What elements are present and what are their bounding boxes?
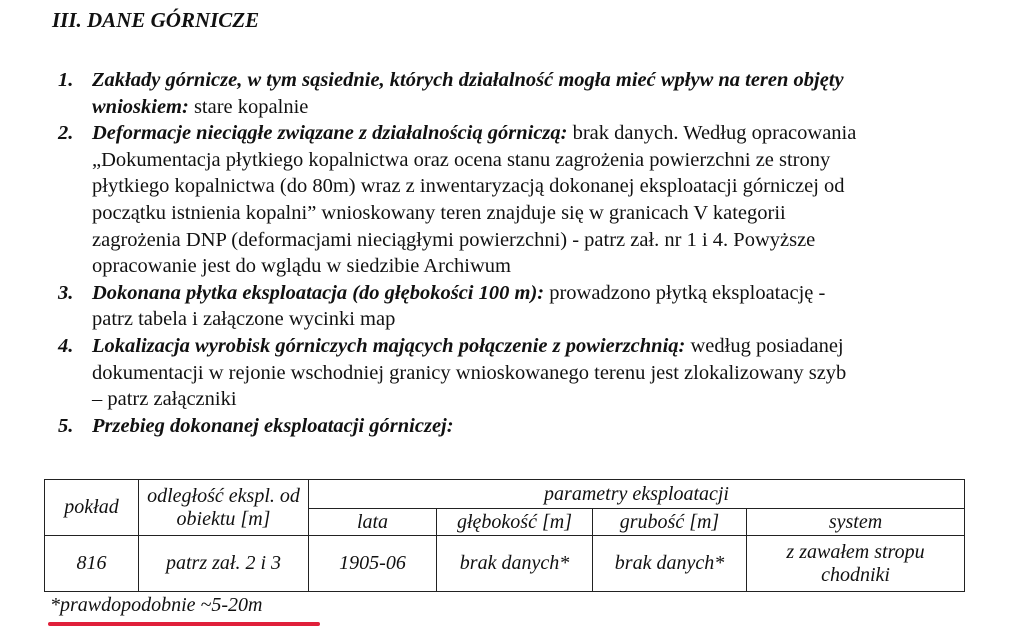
item-line: „Dokumentacja płytkiego kopalnictwa oraz ocena stanu zagrożenia powierzchni ze strony — [92, 148, 831, 171]
header-parametry: parametry eksploatacji — [309, 480, 965, 509]
red-underline-annotation — [48, 622, 320, 626]
item-label: Dokonana płytka eksploatacja (do głębokości 100 m): — [92, 281, 545, 304]
section-heading: III. DANE GÓRNICZE — [52, 8, 260, 32]
item-line: zagrożenia DNP (deformacjami nieciągłymi powierzchni) - patrz zał. nr 1 i 4. Powyższe — [92, 228, 816, 251]
item-line: płytkiego kopalnictwa (do 80m) wraz z inwentaryzacją dokonanej eksploatacji górniczej od — [92, 175, 845, 198]
mining-data-list — [58, 67, 1003, 439]
exploitation-table — [44, 479, 965, 592]
item-line: dokumentacji w rejonie wschodniej granicy wnioskowanego terenu jest zlokalizowany szyb — [92, 361, 847, 384]
cell-lata: 1905-06 — [309, 536, 437, 592]
item-label: Lokalizacja wyrobisk górniczych mających połączenie z powierzchnią: — [92, 334, 686, 357]
item-number: 3. — [58, 281, 74, 304]
item-line: – patrz załączniki — [92, 388, 237, 411]
table-header-row — [45, 480, 965, 509]
item-text: według posiadanej — [685, 334, 844, 357]
item-line — [92, 67, 1003, 94]
list-item — [58, 333, 1003, 413]
item-number: 5. — [58, 414, 74, 437]
item-line — [92, 94, 1003, 121]
header-glebokosc: głębokość [m] — [437, 509, 593, 536]
item-label: wnioskiem: — [92, 95, 189, 118]
list-item — [58, 120, 1003, 280]
item-label: Zakłady górnicze, w tym sąsiednie, których działalność mogła mieć wpływ na teren objęty — [92, 69, 844, 91]
table-row — [45, 536, 965, 592]
cell-system: z zawałem stropu chodniki — [747, 536, 965, 592]
item-number: 2. — [58, 122, 74, 145]
header-grubosc: grubość [m] — [593, 509, 747, 536]
item-text: brak danych. Według opracowania — [567, 122, 857, 145]
header-poklad: pokład — [45, 480, 139, 536]
item-label: Przebieg dokonanej eksploatacji górniczej: — [92, 414, 454, 437]
header-system: system — [747, 509, 965, 536]
header-odleglosc: odległość ekspl. od obiektu [m] — [139, 480, 309, 536]
cell-glebokosc: brak danych* — [437, 536, 593, 592]
item-line — [92, 413, 1003, 440]
item-line — [92, 120, 1003, 147]
item-text: stare kopalnie — [188, 95, 309, 118]
header-lata: lata — [309, 509, 437, 536]
item-number: 4. — [58, 334, 74, 357]
footnote: *prawdopodobnie ~5-20m — [50, 594, 263, 616]
list-item — [58, 67, 1003, 120]
item-line: patrz tabela i załączone wycinki map — [92, 308, 396, 331]
list-item — [58, 413, 1003, 440]
cell-grubosc: brak danych* — [593, 536, 747, 592]
item-number: 1. — [58, 69, 74, 91]
item-line — [92, 280, 1003, 307]
cell-odleglosc: patrz zał. 2 i 3 — [139, 536, 309, 592]
item-line: początku istnienia kopalni” wnioskowany teren znajduje się w granicach V kategorii — [92, 201, 786, 224]
item-label: Deformacje nieciągłe związane z działalnością górniczą: — [92, 122, 568, 145]
item-line — [92, 333, 1003, 360]
cell-poklad: 816 — [45, 536, 139, 592]
list-item — [58, 280, 1003, 333]
item-text: prowadzono płytką eksploatację - — [544, 281, 826, 304]
item-line: opracowanie jest do wglądu w siedzibie Archiwum — [92, 255, 511, 278]
